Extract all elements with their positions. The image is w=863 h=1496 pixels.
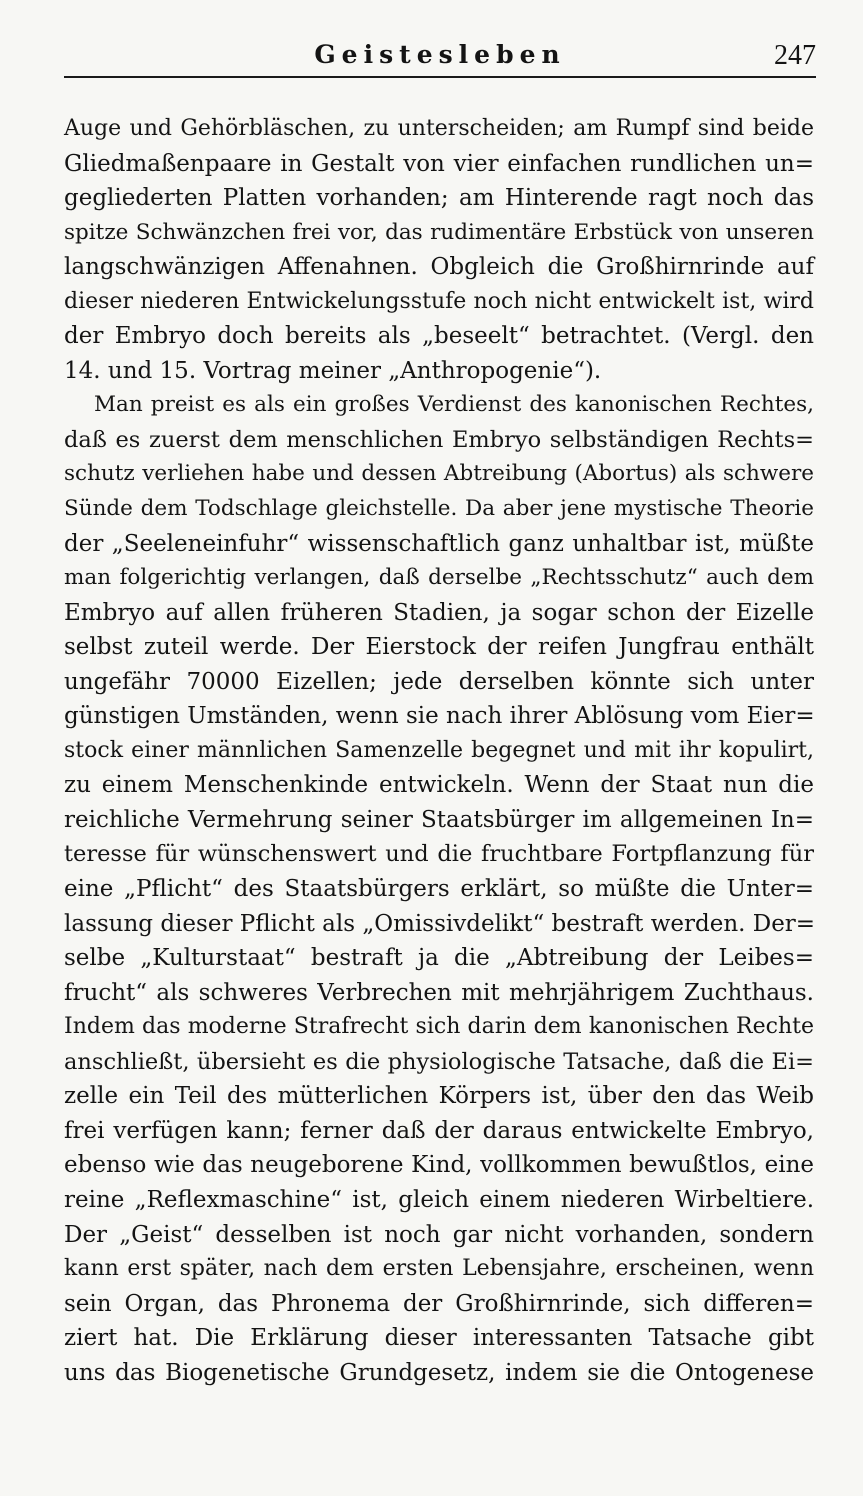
paragraph-2 [64,388,814,1390]
text-line: langschwänzigen Affenahnen. Obgleich die Großhirnrinde auf [64,254,814,281]
text-line: frucht“ als schweres Verbrechen mit mehrjährigem Zuchthaus. [64,979,814,1006]
text-line: der Embryo doch bereits als „beseelt“ betrachtet. (Vergl. den [64,323,814,350]
text-line: anschließt, übersieht es die physiologische Tatsache, daß die Ei= [64,1048,814,1075]
text-line: günstigen Umständen, wenn sie nach ihrer Ablösung vom Eier= [64,703,815,730]
text-line: dieser niederen Entwickelungsstufe noch nicht entwickelt ist, wird [64,288,814,314]
text-line: lassung dieser Pflicht als „Omissivdelikt“ bestraft werden. Der= [64,910,816,937]
text-line: selbst zuteil werde. Der Eierstock der reifen Jungfrau enthält [64,634,814,661]
text-line: Sünde dem Todschlage gleichstelle. Da aber jene mystische Theorie [64,496,814,522]
text-line: Auge und Gehörbläschen, zu unterscheiden; am Rumpf sind beide [64,116,814,141]
text-line: 14. und 15. Vortrag meiner „Anthropogenie“). [64,357,602,384]
text-line: frei verfügen kann; ferner daß der daraus entwickelte Embryo, [64,1117,814,1144]
text-line: der „Seeleneinfuhr“ wissenschaftlich ganz unhaltbar ist, müßte [64,530,814,557]
text-line: sein Organ, das Phronema der Großhirnrinde, sich differen= [64,1290,814,1317]
text-line: Indem das moderne Strafrecht sich darin dem kanonischen Rechte [64,1014,814,1040]
text-line: ziert hat. Die Erklärung dieser interessanten Tatsache gibt [64,1325,814,1352]
header-rule [64,76,816,78]
text-line: kann erst später, nach dem ersten Lebensjahre, erscheinen, wenn [64,1256,814,1282]
text-line: daß es zuerst dem menschlichen Embryo selbständigen Rechts= [64,426,814,453]
running-head [64,38,816,78]
text-line: selbe „Kulturstaat“ bestraft ja die „Abtreibung der Leibes= [64,945,814,972]
text-line: Gliedmaßenpaare in Gestalt von vier einfachen rundlichen un= [64,150,814,177]
text-line: teresse für wünschenswert und die fruchtbare Fortpflanzung für [64,841,814,868]
text-line: zu einem Menschenkinde entwickeln. Wenn der Staat nun die [64,772,814,799]
text-line: gegliederten Platten vorhanden; am Hinterende ragt noch das [64,185,814,212]
text-line: uns das Biogenetische Grundgesetz, indem sie die Ontogenese [64,1359,814,1386]
text-line: eine „Pflicht“ des Staatsbürgers erklärt, so müßte die Unter= [64,876,814,903]
text-line: schutz verliehen habe und dessen Abtreibung (Abortus) als schwere [64,461,814,487]
paragraph-1 [64,112,814,388]
text-line: reine „Reflexmaschine“ ist, gleich einem niederen Wirbeltiere. [64,1186,814,1213]
running-head-title: Geistesleben [314,40,566,69]
text-line: zelle ein Teil des mütterlichen Körpers ist, über den das Weib [64,1083,814,1110]
text-line: reichliche Vermehrung seiner Staatsbürger im allgemeinen In= [64,806,814,833]
text-line: Man preist es als ein großes Verdienst des kanonischen Rechtes, [94,392,814,418]
text-line: stock einer männlichen Samenzelle begegnet und mit ihr kopulirt, [64,737,814,763]
text-line: spitze Schwänzchen frei vor, das rudimentäre Erbstück von unseren [64,219,814,245]
page-number: 247 [774,40,816,71]
body-text [64,112,814,1390]
text-line: Der „Geist“ desselben ist noch gar nicht vorhanden, sondern [64,1221,814,1248]
text-line: man folgerichtig verlangen, daß derselbe „Rechtsschutz“ auch dem [64,565,814,591]
text-line: Embryo auf allen früheren Stadien, ja sogar schon der Eizelle [64,599,814,626]
text-line: ungefähr 70000 Eizellen; jede derselben könnte sich unter [64,668,814,695]
text-line: ebenso wie das neugeborene Kind, vollkommen bewußtlos, eine [64,1152,814,1179]
